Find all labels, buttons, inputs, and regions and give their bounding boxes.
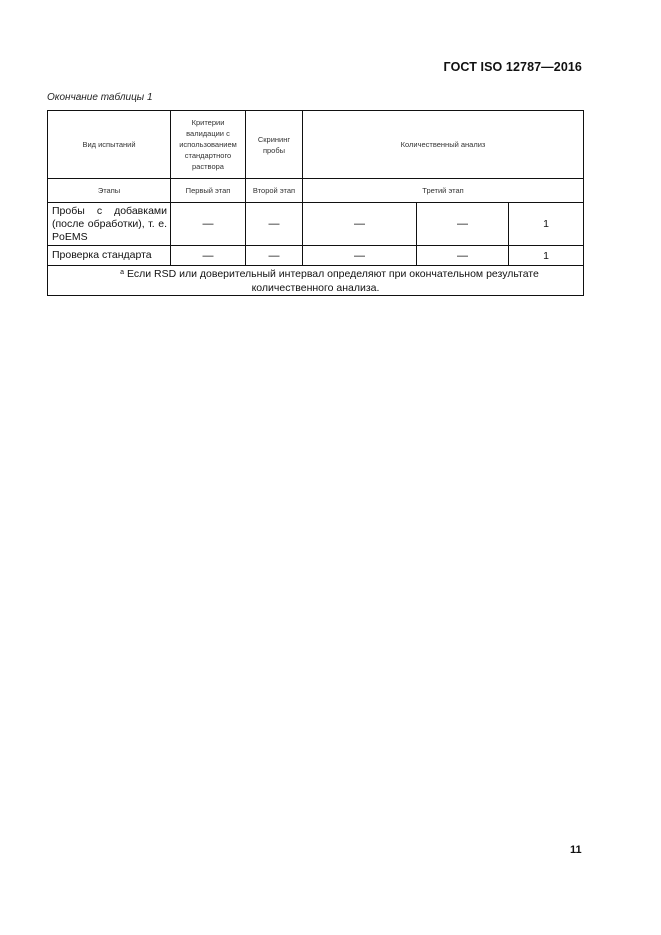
header-stage-3: Третий этап	[303, 179, 584, 203]
cell-value: —	[171, 246, 246, 266]
row-name: Проверка стандарта	[48, 246, 171, 266]
table-row	[48, 203, 584, 246]
cell-value: —	[417, 203, 509, 246]
table-caption: Окончание таблицы 1	[47, 92, 153, 103]
footnote-row	[48, 266, 584, 296]
header-stage-2: Второй этап	[246, 179, 303, 203]
header-stages: Этапы	[48, 179, 171, 203]
stages-row	[48, 179, 584, 203]
cell-value: —	[303, 246, 417, 266]
header-row	[48, 111, 584, 179]
header-sample-screening: Скрининг пробы	[246, 111, 303, 179]
footnote-marker: a	[120, 269, 125, 276]
header-quantitative-analysis: Количественный анализ	[303, 111, 584, 179]
cell-value: —	[246, 246, 303, 266]
cell-value: —	[246, 203, 303, 246]
table-row	[48, 246, 584, 266]
row-name: Пробы с добавками (после обработки), т. е. PoEMS	[48, 203, 171, 246]
validation-table	[47, 110, 584, 296]
cell-value: —	[171, 203, 246, 246]
footnote	[48, 266, 584, 296]
cell-value: 1	[509, 203, 584, 246]
cell-value: 1	[509, 246, 584, 266]
standard-id: ГОСТ ISO 12787—2016	[443, 60, 582, 74]
footnote-text: Если RSD или доверительный интервал определяют при окончательном результате количественного анализа.	[127, 268, 539, 294]
page-number: 11	[570, 844, 582, 856]
cell-value: —	[417, 246, 509, 266]
header-validation-criteria: Критерии валидации с использованием стандартного раствора	[171, 111, 246, 179]
header-test-type: Вид испытаний	[48, 111, 171, 179]
header-stage-1: Первый этап	[171, 179, 246, 203]
cell-value: —	[303, 203, 417, 246]
